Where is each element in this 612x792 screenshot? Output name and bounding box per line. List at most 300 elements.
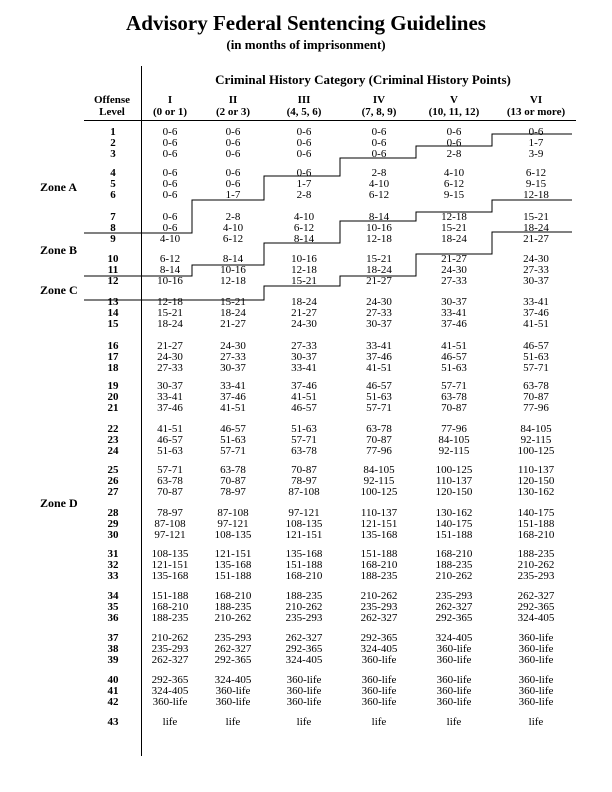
column-roman: IV <box>372 94 386 106</box>
table-cell: 168-210 <box>285 570 323 582</box>
table-cell: 33-41 <box>157 391 183 403</box>
table-cell: 360-life <box>518 643 554 655</box>
table-cell: 110-137 <box>435 475 473 487</box>
table-cell: 57-71 <box>291 434 317 446</box>
table-cell: 33-41 <box>523 296 549 308</box>
table-cell: 0-6 <box>162 167 178 179</box>
table-cell: 24-30 <box>220 340 246 352</box>
table-cell: 87-108 <box>154 518 186 530</box>
table-cell: 15-21 <box>366 253 392 265</box>
table-cell: 24-30 <box>523 253 549 265</box>
table-cell: 33-41 <box>220 380 246 392</box>
table-cell: 188-235 <box>360 570 398 582</box>
table-cell: 41-51 <box>291 391 317 403</box>
zone-a-b-boundary <box>84 134 572 233</box>
offense-level: 2 <box>110 137 116 149</box>
table-cell: 21-27 <box>157 340 183 352</box>
table-cell: 6-12 <box>525 167 547 179</box>
table-cell: 9-15 <box>525 178 547 190</box>
table-cell: 8-14 <box>222 253 244 265</box>
offense-level: 25 <box>107 464 119 476</box>
table-cell: 235-293 <box>360 601 398 613</box>
table-cell: 70-87 <box>157 486 183 498</box>
table-cell: 188-235 <box>517 548 555 560</box>
table-cell: 0-6 <box>296 148 312 160</box>
table-cell: 0-6 <box>162 178 178 190</box>
offense-level: 32 <box>107 559 119 571</box>
table-cell: 4-10 <box>443 167 465 179</box>
table-cell: 21-27 <box>291 307 317 319</box>
offense-level: 30 <box>107 529 119 541</box>
table-cell: 360-life <box>518 632 554 644</box>
table-cell: 78-97 <box>291 475 317 487</box>
table-cell: 4-10 <box>368 178 390 190</box>
table-cell: 360-life <box>361 685 397 697</box>
table-cell: 18-24 <box>366 264 392 276</box>
table-cell: 10-16 <box>220 264 246 276</box>
table-cell: 46-57 <box>220 423 246 435</box>
offense-level: 15 <box>107 318 119 330</box>
table-cell: 235-293 <box>285 612 323 624</box>
table-cell: 24-30 <box>291 318 317 330</box>
table-cell: 151-188 <box>360 548 398 560</box>
table-cell: 168-210 <box>360 559 398 571</box>
table-cell: 70-87 <box>523 391 549 403</box>
table-cell: 41-51 <box>366 362 392 374</box>
table-cell: 0-6 <box>225 126 241 138</box>
table-cell: 51-63 <box>291 423 317 435</box>
table-cell: 92-115 <box>438 445 470 457</box>
column-points: (0 or 1) <box>152 106 187 118</box>
table-cell: 30-37 <box>291 351 317 363</box>
table-cell: 0-6 <box>225 137 241 149</box>
offense-level: 39 <box>107 654 119 666</box>
table-cell: 21-27 <box>366 275 392 287</box>
table-cell: 324-405 <box>151 685 189 697</box>
table-cell: 57-71 <box>220 445 246 457</box>
table-cell: 97-121 <box>288 507 320 519</box>
table-cell: 12-18 <box>523 189 549 201</box>
table-cell: 130-162 <box>517 486 555 498</box>
table-cell: 120-150 <box>435 486 473 498</box>
table-cell: 97-121 <box>217 518 249 530</box>
table-cell: 6-12 <box>293 222 315 234</box>
table-cell: 57-71 <box>157 464 183 476</box>
table-cell: 360-life <box>436 685 472 697</box>
table-cell: 188-235 <box>285 590 323 602</box>
offense-level: 13 <box>107 296 119 308</box>
table-cell: 37-46 <box>523 307 549 319</box>
table-cell: 51-63 <box>220 434 246 446</box>
table-cell: 324-405 <box>517 612 555 624</box>
table-cell: 0-6 <box>162 222 178 234</box>
table-cell: 1-7 <box>528 137 544 149</box>
table-cell: 46-57 <box>291 402 317 414</box>
table-cell: 360-life <box>286 674 322 686</box>
criminal-history-header: Criminal History Category (Criminal History Points) <box>215 72 511 87</box>
table-cell: 18-24 <box>157 318 183 330</box>
table-cell: 70-87 <box>220 475 246 487</box>
table-cell: 1-7 <box>225 189 241 201</box>
table-cell: 324-405 <box>360 643 398 655</box>
table-cell: 188-235 <box>435 559 473 571</box>
table-cell: 12-18 <box>220 275 246 287</box>
offense-level: 40 <box>107 674 119 686</box>
table-cell: life <box>371 716 387 728</box>
table-cell: 0-6 <box>296 167 312 179</box>
column-roman: II <box>228 94 238 106</box>
table-cell: 70-87 <box>291 464 317 476</box>
table-cell: 360-life <box>361 654 397 666</box>
table-cell: 30-37 <box>523 275 549 287</box>
table-cell: 188-235 <box>214 601 252 613</box>
table-cell: 24-30 <box>157 351 183 363</box>
offense-level: 12 <box>107 275 119 287</box>
table-cell: 2-8 <box>446 148 462 160</box>
table-cell: 210-262 <box>151 632 189 644</box>
table-cell: 262-327 <box>151 654 189 666</box>
offense-header-line1: Offense <box>93 94 131 106</box>
table-cell: 210-262 <box>360 590 398 602</box>
table-cell: 63-78 <box>441 391 467 403</box>
table-cell: life <box>225 716 241 728</box>
table-cell: 360-life <box>361 696 397 708</box>
table-cell: 21-27 <box>441 253 467 265</box>
table-cell: 9-15 <box>443 189 465 201</box>
table-cell: 292-365 <box>285 643 323 655</box>
offense-level: 11 <box>107 264 119 276</box>
table-cell: 360-life <box>152 696 188 708</box>
table-cell: 18-24 <box>441 233 467 245</box>
table-cell: 100-125 <box>517 445 555 457</box>
table-cell: 121-151 <box>360 518 398 530</box>
table-cell: 30-37 <box>441 296 467 308</box>
page-subtitle: (in months of imprisonment) <box>226 37 386 52</box>
table-cell: 77-96 <box>366 445 392 457</box>
table-cell: 120-150 <box>517 475 555 487</box>
table-cell: 210-262 <box>285 601 323 613</box>
table-cell: 0-6 <box>371 148 387 160</box>
offense-level: 16 <box>107 340 119 352</box>
page-title: Advisory Federal Sentencing Guidelines <box>126 11 486 35</box>
table-cell: 108-135 <box>214 529 252 541</box>
table-cell: 12-18 <box>366 233 392 245</box>
table-cell: 168-210 <box>151 601 189 613</box>
table-cell: 6-12 <box>368 189 390 201</box>
offense-level: 8 <box>110 222 116 234</box>
table-cell: 87-108 <box>288 486 320 498</box>
column-points: (7, 8, 9) <box>361 106 397 118</box>
table-cell: 121-151 <box>214 548 252 560</box>
table-cell: 18-24 <box>291 296 317 308</box>
table-cell: 46-57 <box>157 434 183 446</box>
zone-label: Zone C <box>40 283 78 297</box>
table-cell: 70-87 <box>441 402 467 414</box>
table-cell: 63-78 <box>366 423 392 435</box>
table-cell: 15-21 <box>157 307 183 319</box>
offense-level: 1 <box>110 126 116 138</box>
offense-level: 38 <box>107 643 119 655</box>
table-cell: life <box>446 716 462 728</box>
table-cell: 27-33 <box>157 362 183 374</box>
table-cell: 37-46 <box>291 380 317 392</box>
table-cell: 30-37 <box>220 362 246 374</box>
table-cell: 292-365 <box>517 601 555 613</box>
table-cell: 151-188 <box>517 518 555 530</box>
table-cell: 78-97 <box>157 507 183 519</box>
offense-level: 37 <box>107 632 119 644</box>
table-cell: 15-21 <box>220 296 246 308</box>
table-cell: 24-30 <box>366 296 392 308</box>
offense-level: 41 <box>107 685 119 697</box>
offense-level: 24 <box>107 445 119 457</box>
table-cell: 0-6 <box>162 126 178 138</box>
table-cell: 37-46 <box>441 318 467 330</box>
table-cell: 210-262 <box>214 612 252 624</box>
offense-level: 42 <box>107 696 119 708</box>
table-cell: 18-24 <box>523 222 549 234</box>
table-cell: 2-8 <box>371 167 387 179</box>
table-cell: 77-96 <box>441 423 467 435</box>
table-cell: 360-life <box>518 654 554 666</box>
zone-label: Zone A <box>40 180 78 194</box>
table-cell: 0-6 <box>162 189 178 201</box>
table-cell: 130-162 <box>435 507 473 519</box>
offense-level: 36 <box>107 612 119 624</box>
table-cell: 108-135 <box>285 518 323 530</box>
table-cell: 46-57 <box>523 340 549 352</box>
column-points: (10, 11, 12) <box>428 106 480 118</box>
table-cell: 57-71 <box>366 402 392 414</box>
table-cell: 360-life <box>436 643 472 655</box>
table-cell: 63-78 <box>220 464 246 476</box>
table-cell: 360-life <box>518 685 554 697</box>
table-cell: 92-115 <box>520 434 552 446</box>
table-cell: 63-78 <box>291 445 317 457</box>
table-cell: 168-210 <box>214 590 252 602</box>
table-cell: 168-210 <box>435 548 473 560</box>
table-cell: 46-57 <box>366 380 392 392</box>
table-cell: 135-168 <box>360 529 398 541</box>
table-cell: 235-293 <box>214 632 252 644</box>
table-cell: 27-33 <box>523 264 549 276</box>
table-cell: 4-10 <box>293 211 315 223</box>
offense-level: 3 <box>110 148 116 160</box>
table-cell: 24-30 <box>441 264 467 276</box>
table-cell: 27-33 <box>220 351 246 363</box>
table-cell: 360-life <box>286 696 322 708</box>
table-cell: 8-14 <box>159 264 181 276</box>
table-cell: 15-21 <box>523 211 549 223</box>
offense-level: 20 <box>107 391 119 403</box>
table-cell: 0-6 <box>225 178 241 190</box>
table-cell: 324-405 <box>214 674 252 686</box>
offense-level: 14 <box>107 307 119 319</box>
table-cell: 0-6 <box>225 167 241 179</box>
table-cell: 360-life <box>436 654 472 666</box>
table-cell: 210-262 <box>517 559 555 571</box>
table-cell: 33-41 <box>441 307 467 319</box>
table-cell: 262-327 <box>214 643 252 655</box>
table-cell: 41-51 <box>441 340 467 352</box>
table-cell: 292-365 <box>360 632 398 644</box>
table-cell: 84-105 <box>363 464 395 476</box>
table-cell: 51-63 <box>157 445 183 457</box>
table-cell: 292-365 <box>214 654 252 666</box>
table-cell: 0-6 <box>162 137 178 149</box>
offense-level: 19 <box>107 380 119 392</box>
column-points: (2 or 3) <box>215 106 250 118</box>
offense-level: 21 <box>107 402 119 414</box>
table-cell: life <box>296 716 312 728</box>
table-cell: 110-137 <box>360 507 398 519</box>
column-roman: III <box>297 94 311 106</box>
table-cell: 10-16 <box>157 275 183 287</box>
table-cell: 0-6 <box>296 126 312 138</box>
table-cell: 27-33 <box>441 275 467 287</box>
column-roman: VI <box>529 94 543 106</box>
table-cell: 18-24 <box>220 307 246 319</box>
table-cell: 360-life <box>436 696 472 708</box>
table-cell: 63-78 <box>523 380 549 392</box>
table-cell: 2-8 <box>225 211 241 223</box>
table-cell: 0-6 <box>296 137 312 149</box>
table-cell: 121-151 <box>151 559 189 571</box>
table-cell: 360-life <box>361 674 397 686</box>
offense-level: 26 <box>107 475 119 487</box>
table-cell: 12-18 <box>291 264 317 276</box>
table-cell: 41-51 <box>523 318 549 330</box>
table-cell: 10-16 <box>366 222 392 234</box>
offense-level: 22 <box>107 423 119 435</box>
table-cell: 151-188 <box>285 559 323 571</box>
table-cell: 63-78 <box>157 475 183 487</box>
table-cell: 27-33 <box>291 340 317 352</box>
table-cell: 360-life <box>436 674 472 686</box>
table-cell: 57-71 <box>523 362 549 374</box>
table-cell: 78-97 <box>220 486 246 498</box>
table-cell: 262-327 <box>285 632 323 644</box>
table-cell: 21-27 <box>523 233 549 245</box>
table-cell: 135-168 <box>151 570 189 582</box>
table-cell: 121-151 <box>285 529 323 541</box>
table-cell: 87-108 <box>217 507 249 519</box>
table-cell: 2-8 <box>296 189 312 201</box>
table-cell: 140-175 <box>435 518 473 530</box>
table-cell: 30-37 <box>366 318 392 330</box>
table-cell: 8-14 <box>293 233 315 245</box>
table-cell: 100-125 <box>360 486 398 498</box>
zone-label: Zone D <box>40 496 78 510</box>
table-cell: 0-6 <box>446 126 462 138</box>
table-cell: 70-87 <box>366 434 392 446</box>
zone-c-d-boundary <box>84 232 572 300</box>
table-cell: 6-12 <box>159 253 181 265</box>
table-cell: life <box>528 716 544 728</box>
table-cell: 168-210 <box>517 529 555 541</box>
table-cell: 51-63 <box>366 391 392 403</box>
table-cell: 37-46 <box>220 391 246 403</box>
table-cell: 0-6 <box>446 137 462 149</box>
table-cell: 33-41 <box>291 362 317 374</box>
table-cell: 33-41 <box>366 340 392 352</box>
table-cell: 360-life <box>286 685 322 697</box>
table-cell: 210-262 <box>435 570 473 582</box>
offense-level: 35 <box>107 601 119 613</box>
table-cell: 140-175 <box>517 507 555 519</box>
table-cell: 235-293 <box>151 643 189 655</box>
offense-level: 6 <box>110 189 116 201</box>
table-cell: 51-63 <box>441 362 467 374</box>
table-cell: 324-405 <box>285 654 323 666</box>
table-cell: 0-6 <box>162 211 178 223</box>
table-cell: 0-6 <box>371 126 387 138</box>
table-cell: 30-37 <box>157 380 183 392</box>
offense-level: 33 <box>107 570 119 582</box>
offense-header-line2: Level <box>99 106 125 118</box>
table-cell: 292-365 <box>435 612 473 624</box>
table-cell: 92-115 <box>363 475 395 487</box>
offense-level: 18 <box>107 362 119 374</box>
table-cell: 235-293 <box>517 570 555 582</box>
table-cell: 46-57 <box>441 351 467 363</box>
table-cell: 84-105 <box>438 434 470 446</box>
table-cell: 360-life <box>215 685 251 697</box>
table-cell: 51-63 <box>523 351 549 363</box>
table-cell: 0-6 <box>162 148 178 160</box>
offense-level: 7 <box>110 211 116 223</box>
table-cell: 360-life <box>518 696 554 708</box>
table-cell: 10-16 <box>291 253 317 265</box>
table-cell: 84-105 <box>520 423 552 435</box>
table-cell: 41-51 <box>220 402 246 414</box>
column-points: (13 or more) <box>506 106 566 118</box>
table-cell: 41-51 <box>157 423 183 435</box>
offense-level: 17 <box>107 351 119 363</box>
table-cell: 4-10 <box>222 222 244 234</box>
zone-label: Zone B <box>40 243 78 257</box>
offense-level: 27 <box>107 486 119 498</box>
table-cell: 6-12 <box>443 178 465 190</box>
table-cell: 12-18 <box>441 211 467 223</box>
offense-level: 4 <box>110 167 116 179</box>
table-cell: 0-6 <box>371 137 387 149</box>
table-cell: 262-327 <box>435 601 473 613</box>
table-cell: 262-327 <box>517 590 555 602</box>
table-cell: 135-168 <box>285 548 323 560</box>
column-roman: I <box>167 94 173 106</box>
table-cell: 12-18 <box>157 296 183 308</box>
offense-level: 31 <box>107 548 119 560</box>
table-cell: life <box>162 716 178 728</box>
table-cell: 8-14 <box>368 211 390 223</box>
offense-level: 5 <box>110 178 116 190</box>
table-cell: 37-46 <box>157 402 183 414</box>
table-cell: 4-10 <box>159 233 181 245</box>
table-cell: 110-137 <box>517 464 555 476</box>
table-cell: 27-33 <box>366 307 392 319</box>
table-cell: 15-21 <box>291 275 317 287</box>
table-cell: 21-27 <box>220 318 246 330</box>
table-cell: 3-9 <box>528 148 544 160</box>
table-cell: 188-235 <box>151 612 189 624</box>
table-cell: 97-121 <box>154 529 186 541</box>
table-cell: 324-405 <box>435 632 473 644</box>
offense-level: 29 <box>107 518 119 530</box>
table-cell: 108-135 <box>151 548 189 560</box>
table-cell: 6-12 <box>222 233 244 245</box>
table-cell: 77-96 <box>523 402 549 414</box>
